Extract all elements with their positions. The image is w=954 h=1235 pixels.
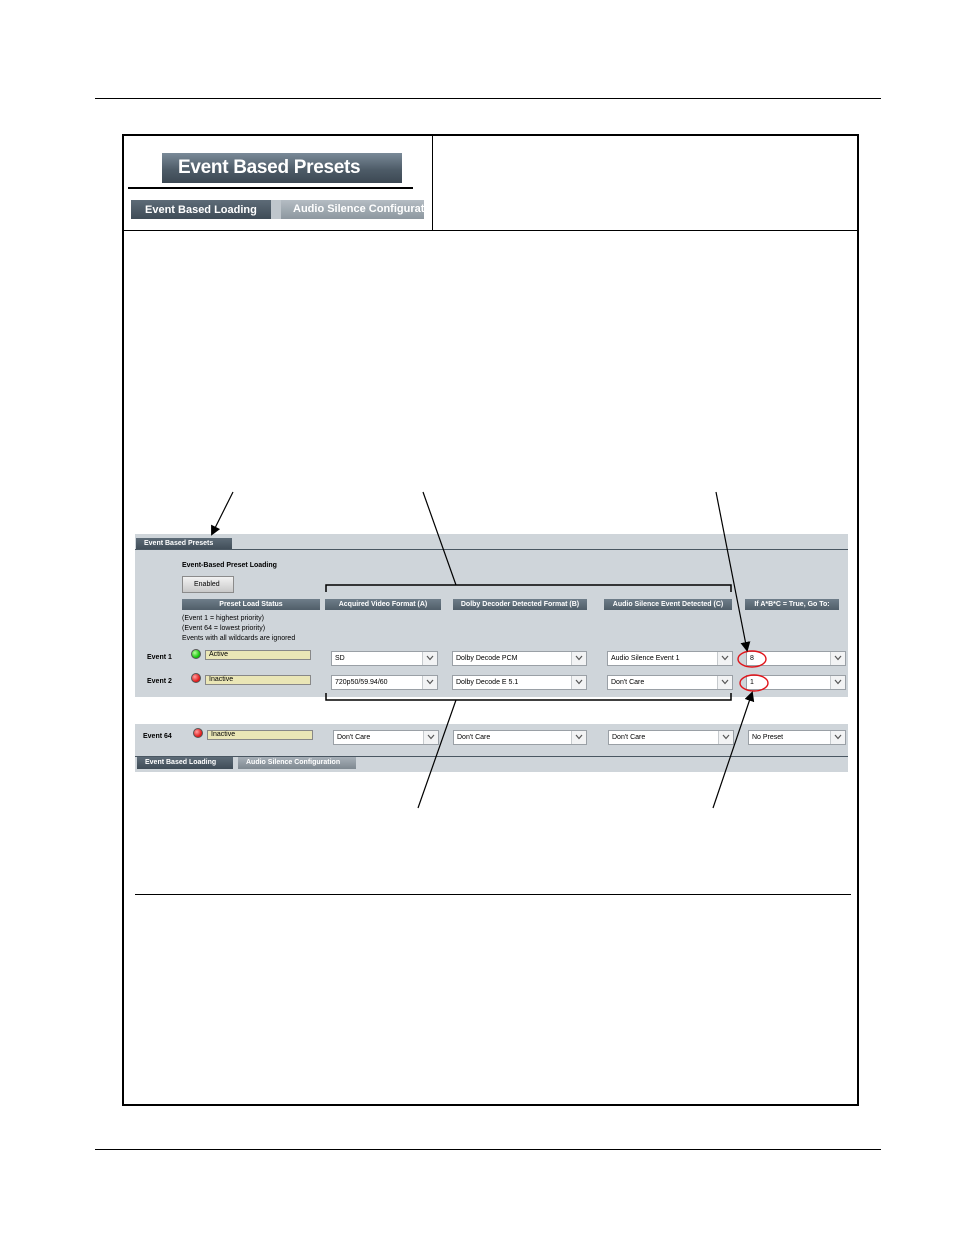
column-header-status: Preset Load Status xyxy=(182,599,320,610)
event-2-silence-value: Don't Care xyxy=(611,679,645,686)
tab-audio-silence-configuration[interactable]: Audio Silence Configurat xyxy=(281,200,424,219)
panel-tab-event-based-presets[interactable]: Event Based Presets xyxy=(136,538,232,550)
event-64-silence-value: Don't Care xyxy=(612,734,646,741)
event-2-video-value: 720p50/59.94/60 xyxy=(335,679,388,686)
event-2-dolby-value: Dolby Decode E 5.1 xyxy=(456,679,519,686)
banner-title: Event Based Presets xyxy=(162,153,402,183)
section-title: Event-Based Preset Loading xyxy=(182,562,277,569)
event-2-goto-value: 1 xyxy=(750,679,754,686)
column-header-silence: Audio Silence Event Detected (C) xyxy=(604,599,732,610)
arrow-event-1-goto xyxy=(716,492,747,650)
event-1-status: Active xyxy=(205,650,311,660)
event-64-dolby-value: Don't Care xyxy=(457,734,491,741)
note-wildcards: Events with all wildcards are ignored xyxy=(182,635,296,642)
note-highest-priority: (Event 1 = highest priority) xyxy=(182,615,264,622)
bracket-bottom xyxy=(326,693,731,700)
callout-circle-event-1 xyxy=(738,651,766,667)
column-header-video: Acquired Video Format (A) xyxy=(325,599,441,610)
column-header-goto: If A*B*C = True, Go To: xyxy=(745,599,839,610)
event-2-label: Event 2 xyxy=(147,678,172,685)
event-64-video-value: Don't Care xyxy=(337,734,371,741)
event-1-video-value: SD xyxy=(335,655,345,662)
event-64-label: Event 64 xyxy=(143,733,172,740)
line-top-bracket xyxy=(423,492,456,585)
column-header-dolby: Dolby Decoder Detected Format (B) xyxy=(453,599,587,610)
callout-circle-event-2 xyxy=(740,675,768,691)
line-bottom-bracket xyxy=(418,700,456,808)
arrow-panel-tab xyxy=(212,492,233,534)
event-1-dolby-value: Dolby Decode PCM xyxy=(456,655,518,662)
event-1-goto-value: 8 xyxy=(750,655,754,662)
event-2-status: Inactive xyxy=(205,675,311,685)
enabled-button[interactable]: Enabled xyxy=(182,576,234,593)
bottom-tab-event-based-loading[interactable]: Event Based Loading xyxy=(137,757,233,769)
note-lowest-priority: (Event 64 = lowest priority) xyxy=(182,625,266,632)
event-1-silence-value: Audio Silence Event 1 xyxy=(611,655,680,662)
bottom-tab-audio-silence-configuration[interactable]: Audio Silence Configuration xyxy=(238,757,356,769)
event-1-label: Event 1 xyxy=(147,654,172,661)
tab-event-based-loading[interactable]: Event Based Loading xyxy=(131,200,271,219)
event-64-status: Inactive xyxy=(207,730,313,740)
bracket-top xyxy=(326,585,731,592)
arrow-event-2-goto xyxy=(713,693,752,808)
event-64-goto-value: No Preset xyxy=(752,734,784,741)
